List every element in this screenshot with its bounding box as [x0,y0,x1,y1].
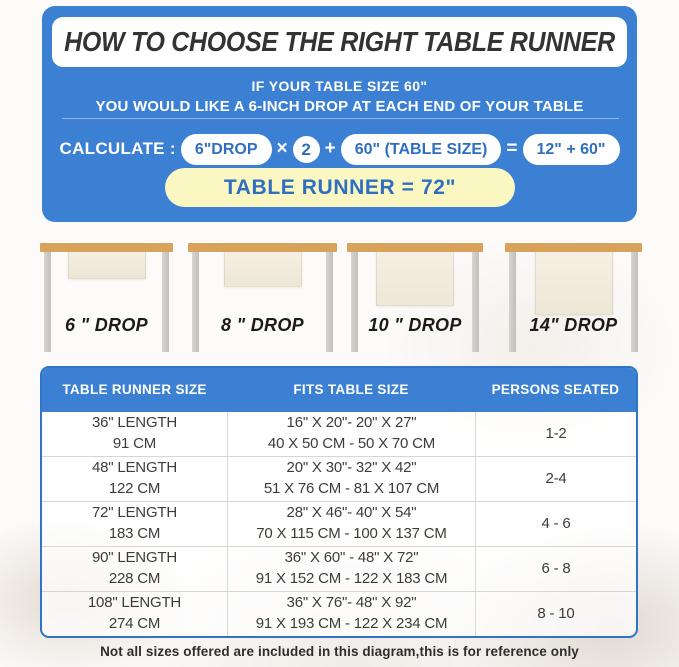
drop-pill: 6"DROP [181,134,272,165]
tabletop-illustration [505,243,642,252]
fits-size-cell: 36" X 60" - 48" X 72" 91 X 152 CM - 122 X 183 CM [227,547,475,591]
equals-operator: = [506,138,518,159]
sum-pill: 12" + 60" [523,134,620,165]
persons-cell: 4 - 6 [475,502,636,546]
table-leg [472,252,479,352]
drop-label-14: 14" DROP [529,315,618,335]
runner-illustration [535,243,613,315]
size-reference-table [40,366,638,638]
table-leg [192,252,199,352]
table-figure-6-drop [40,243,173,355]
table-row [42,501,636,546]
column-header-fits-size: FITS TABLE SIZE [293,381,409,397]
runner-size-cell: 90" LENGTH 228 CM [91,549,178,587]
disclaimer-note: Not all sizes offered are included in this diagram,this is for reference only [100,644,579,659]
table-row [42,591,636,636]
drop-label-6: 6 " DROP [65,315,148,335]
runner-size-cell: 48" LENGTH 122 CM [91,459,178,497]
drop-label-8: 8 " DROP [221,315,304,335]
runner-size-cell: 72" LENGTH 183 CM [91,504,178,542]
calculate-label: CALCULATE : [59,139,176,158]
multiply-operator: × [276,138,288,159]
table-leg [509,252,516,352]
column-header-runner-size: TABLE RUNNER SIZE [62,381,207,397]
title-box [52,17,627,67]
table-row [42,546,636,591]
drop-label-10: 10 " DROP [368,315,462,335]
persons-cell: 8 - 10 [475,592,636,636]
panel-divider [62,118,619,119]
calculation-row [42,132,637,166]
table-figure-10-drop [347,243,483,355]
persons-cell: 6 - 8 [475,547,636,591]
multiplier-badge: 2 [293,136,320,163]
fits-size-cell: 16" X 20"- 20" X 27" 40 X 50 CM - 50 X 70 CM [227,412,475,456]
table-leg [351,252,358,352]
fits-size-cell: 28" X 46"- 40" X 54" 70 X 115 CM - 100 X 137 CM [227,502,475,546]
fits-size-cell: 20" X 30"- 32" X 42" 51 X 76 CM - 81 X 107 CM [227,457,475,501]
table-figure-8-drop [188,243,337,355]
page-title: HOW TO CHOOSE THE RIGHT TABLE RUNNER [64,25,615,58]
tabletop-illustration [347,243,483,252]
table-row [42,412,636,456]
runner-size-cell: 36" LENGTH 91 CM [91,414,178,452]
table-leg [326,252,333,352]
table-header-row [42,368,636,412]
persons-cell: 2-4 [475,457,636,501]
table-row [42,456,636,501]
result-pill: TABLE RUNNER = 72" [165,168,515,207]
runner-illustration [376,243,454,306]
fits-size-cell: 36" X 76"- 48" X 92" 91 X 193 CM - 122 X 234 CM [227,592,475,636]
plus-operator: + [324,138,336,159]
header-panel [42,6,637,222]
table-size-pill: 60" (TABLE SIZE) [341,134,502,165]
table-leg [631,252,638,352]
subtitle-line-2: YOU WOULD LIKE A 6-INCH DROP AT EACH END OF YOUR TABLE [95,98,584,115]
column-header-persons: PERSONS SEATED [491,381,620,397]
subtitle-line-1: IF YOUR TABLE SIZE 60" [251,78,428,94]
tabletop-illustration [40,243,173,252]
runner-size-cell: 108" LENGTH 274 CM [87,594,182,632]
persons-cell: 1-2 [475,412,636,456]
tabletop-illustration [188,243,337,252]
table-leg [162,252,169,352]
table-figure-14-drop [505,243,642,355]
table-leg [44,252,51,352]
